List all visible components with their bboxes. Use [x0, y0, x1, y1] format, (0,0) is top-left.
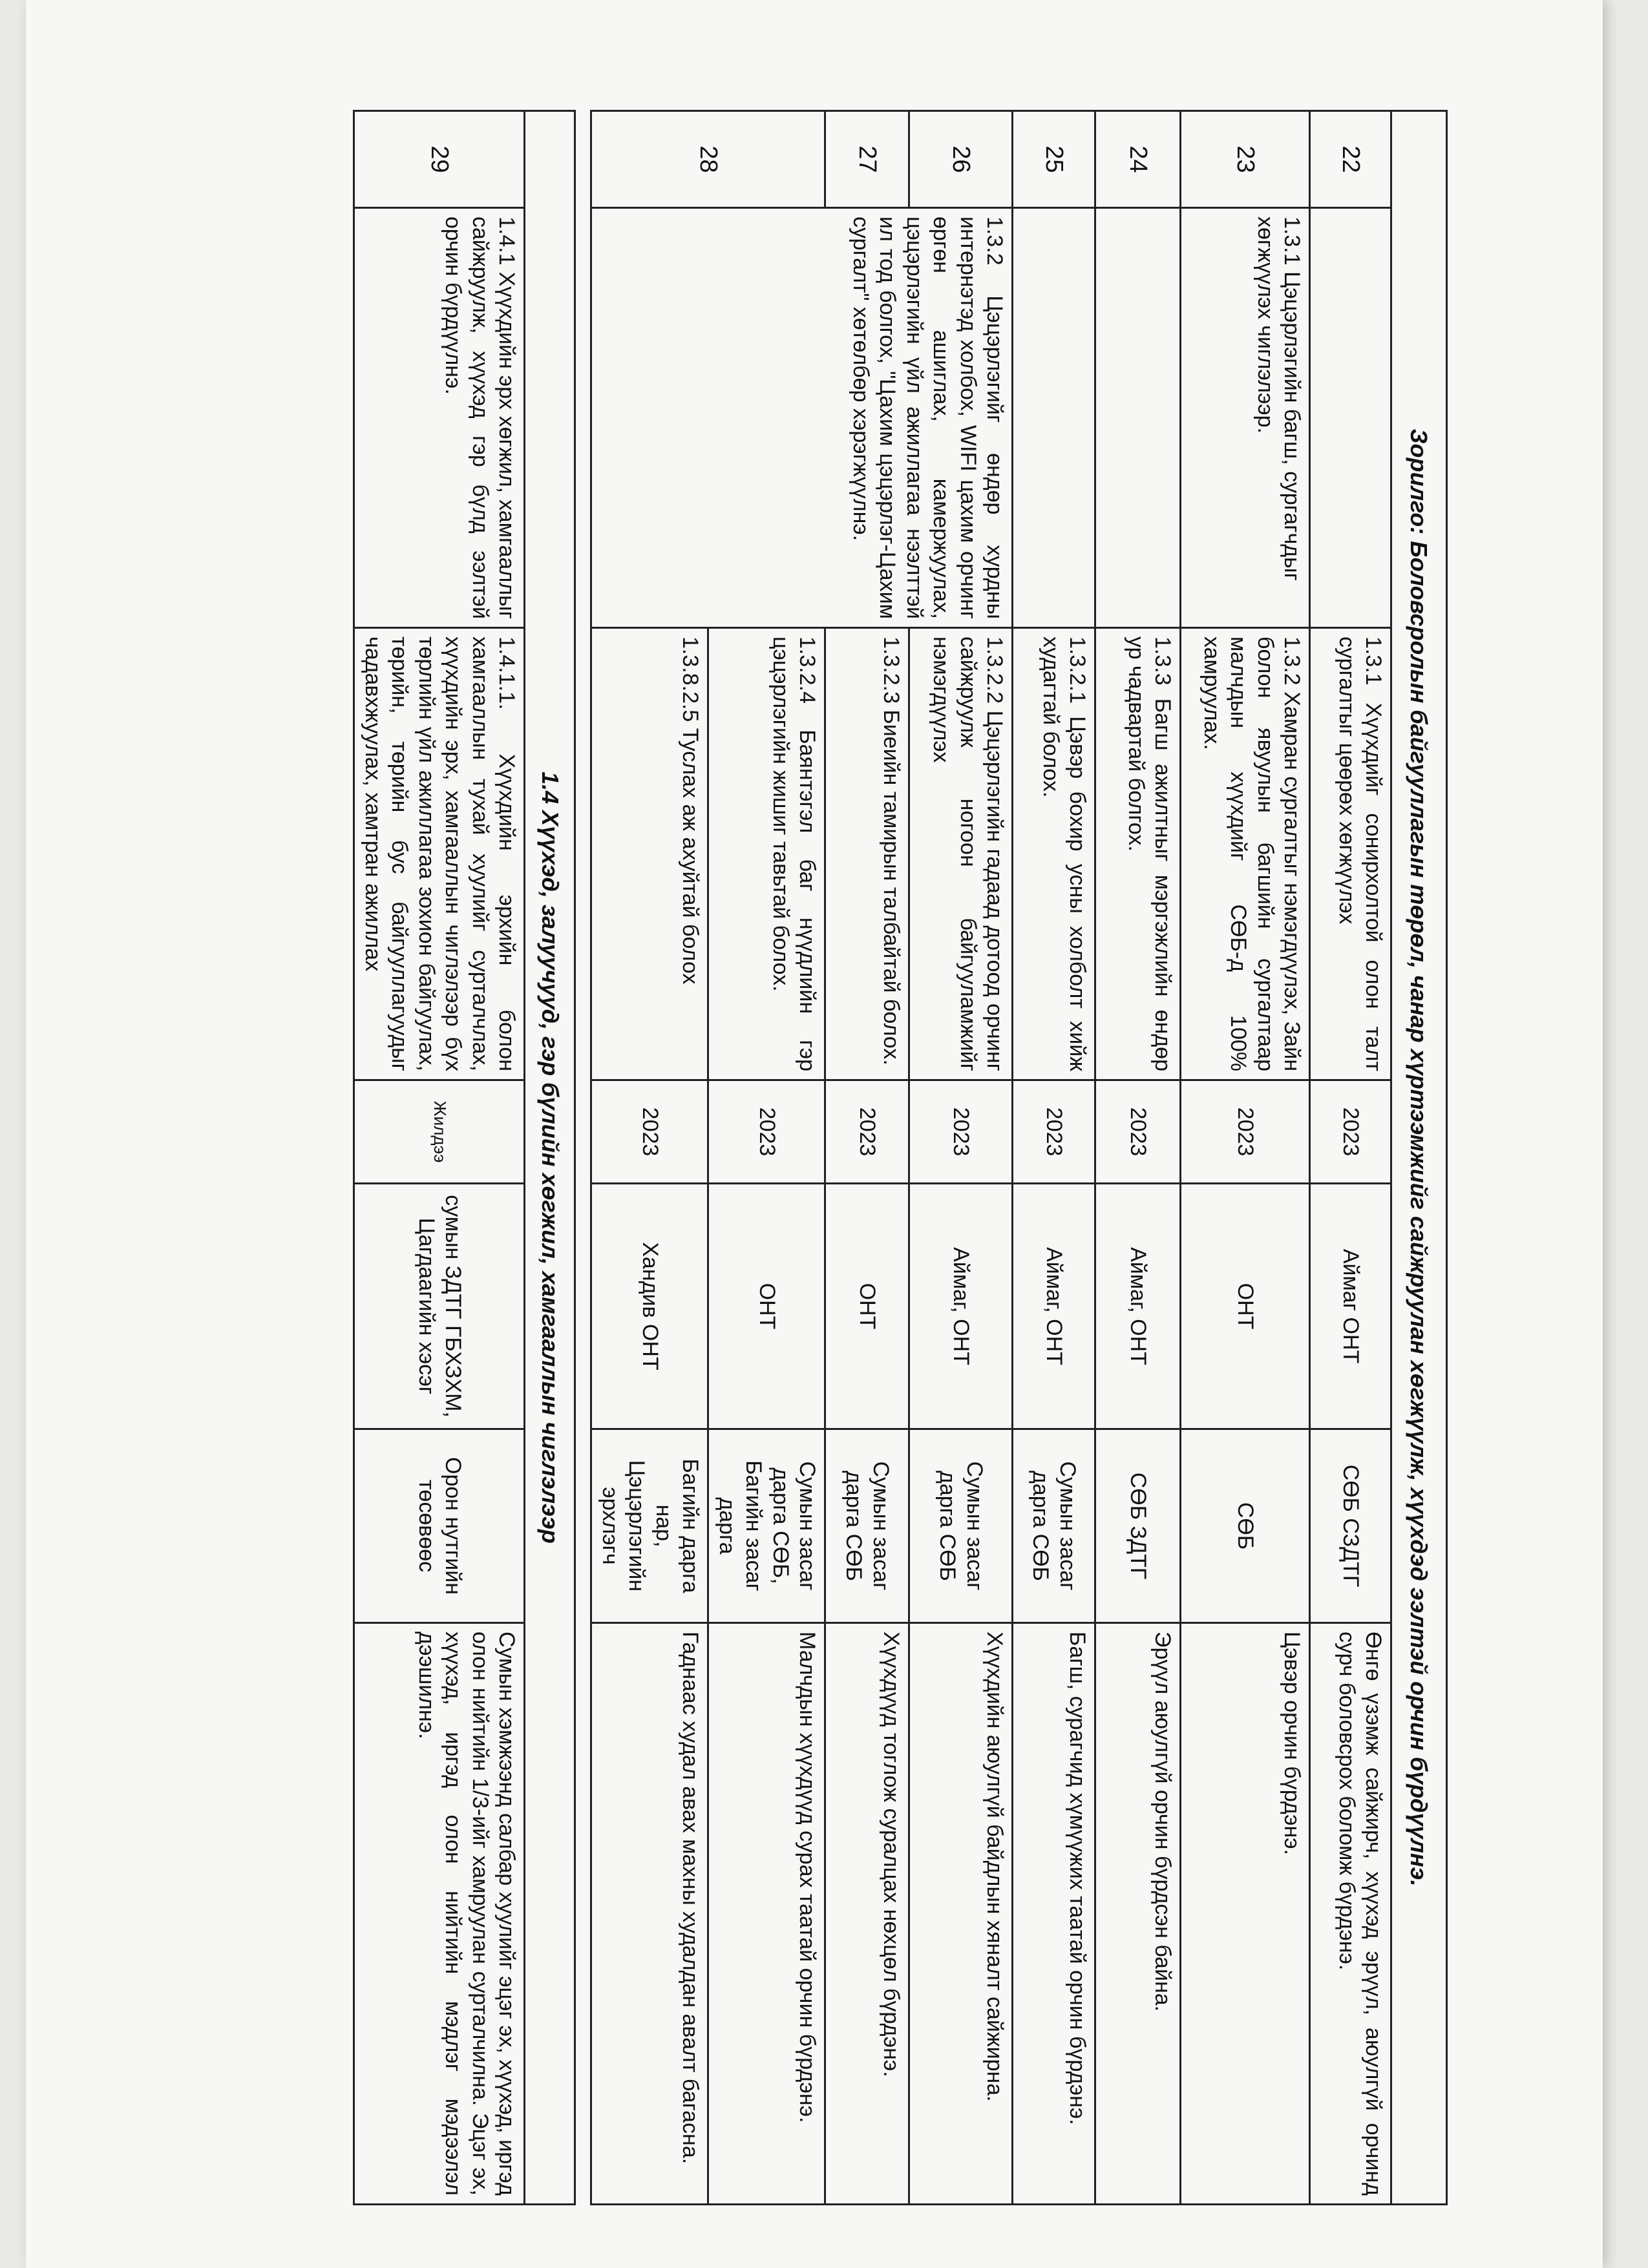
result-cell: Өнгө үзэмж сайжирч, хүүхэд эрүүл, аюулгүй орчинд сурч боловсрох боломж бүрдэнэ.	[1310, 1623, 1391, 2205]
partner-cell: Сумын засаг дарга СӨБ, Багийн засаг дарга	[708, 1429, 825, 1623]
row-number: 27	[825, 111, 909, 208]
section-row	[525, 111, 575, 2205]
activity-cell: 1.3.1 Хүүхдийг сонирхолтой олон талт сургалтыг цөөрөх хөгжүүлэх	[1310, 628, 1391, 1080]
task-cell	[1013, 208, 1095, 628]
partner-cell: СӨБ	[1181, 1429, 1310, 1623]
row-number: 24	[1095, 111, 1181, 208]
year-cell: 2023	[909, 1080, 1013, 1184]
lead-cell: сумын ЗДТГ ГБХЗХМ, Цагдаагийн хэсэг	[354, 1184, 525, 1429]
lead-cell: Аймаг, ОНТ	[909, 1184, 1013, 1429]
result-cell: Цэвэр орчин бүрдэнэ.	[1181, 1623, 1310, 2205]
activity-cell: 1.3.8.2.5 Туслах аж ахуйтай болох	[591, 628, 708, 1080]
year-cell: 2023	[1013, 1080, 1095, 1184]
table-row	[1181, 111, 1310, 2205]
lead-cell: ОНТ	[1181, 1184, 1310, 1429]
lead-cell: ОНТ	[708, 1184, 825, 1429]
row-number: 28	[591, 111, 825, 208]
row-number: 22	[1310, 111, 1391, 208]
scanned-page	[26, 0, 1603, 2268]
goal-row	[1391, 111, 1447, 2205]
activity-cell: 1.3.3 Багш ажилтныг мэргэжлийн өндөр ур чадвартай болгох.	[1095, 628, 1181, 1080]
lead-cell: Аймаг ОНТ	[1310, 1184, 1391, 1429]
result-cell: Хүүхдүүд тоглож суралцах нөхцөл бүрдэнэ.	[825, 1623, 909, 2205]
year-cell: 2023	[1095, 1080, 1181, 1184]
year-cell: 2023	[825, 1080, 909, 1184]
activity-cell: 1.3.2 Хамран сургалтыг нэмэгдүүлэх, Зайн болон явуулын багшийн сургалтаар малчдын хүүхдийг СӨБ-д 100% хамруулах.	[1181, 628, 1310, 1080]
activity-cell: 1.3.2.1 Цэвэр бохир усны холболт хийж худагтай болох.	[1013, 628, 1095, 1080]
table-row	[909, 111, 1013, 2205]
section-title: 1.4 Хүүхэд, залуучууд, гэр бүлийн хөгжил, хамгааллын чиглэлээр	[525, 111, 575, 2205]
result-cell: Багш, сурагчид хүмүүжих таатай орчин бүрдэнэ.	[1013, 1623, 1095, 2205]
result-cell: Сумын хэмжээнд салбар хуулийг эцэг эх, хүүхэд, иргэд олон нийтийн 1/3-ийг хамруулан сурталчилна. Эцэг эх, хүүхэд, иргэд олон нийтийн мэдлэг мэдээлэл дээшилнэ.	[354, 1623, 525, 2205]
partner-cell: Сумын засаг дарга СӨБ	[909, 1429, 1013, 1623]
result-cell: Эрүүл аюулгүй орчин бүрдсэн байна.	[1095, 1623, 1181, 2205]
lead-cell: Хандив ОНТ	[591, 1184, 708, 1429]
task-cell	[1310, 208, 1391, 628]
lead-cell: Аймаг, ОНТ	[1013, 1184, 1095, 1429]
action-plan-table	[353, 110, 1448, 2205]
year-cell: 2023	[1310, 1080, 1391, 1184]
partner-cell: СӨБ СЗДТГ	[1310, 1429, 1391, 1623]
row-number: 29	[354, 111, 525, 208]
table-row	[354, 111, 525, 2205]
partner-cell: Сумын засаг дарга СӨБ	[1013, 1429, 1095, 1623]
row-number: 23	[1181, 111, 1310, 208]
result-cell: Хүүхдийн аюулгүй байдлын хяналт сайжирна.	[909, 1623, 1013, 2205]
partner-cell: Сумын засаг дарга СӨБ	[825, 1429, 909, 1623]
goal-title: Зорилго: Боловсролын байгууллагын төрөл, чанар хүртээмжийг сайжруулан хөгжүүлж, хүүхдэд ээлтэй орчин бүрдүүлнэ.	[1391, 111, 1447, 2205]
row-number: 26	[909, 111, 1013, 208]
year-cell: 2023	[1181, 1080, 1310, 1184]
table-row	[1013, 111, 1095, 2205]
partner-cell: Орон нутгийн төсөвөөс	[354, 1429, 525, 1623]
partner-cell: Багийн дарга нар, Цэцэрлэгийн эрхлэгч	[591, 1429, 708, 1623]
row-number: 25	[1013, 111, 1095, 208]
rotated-document	[168, 110, 1448, 2203]
table-row	[1095, 111, 1181, 2205]
activity-cell: 1.3.2.4 Баянтэгэл баг нүүдлийн гэр цэцэрлэгийн жишиг тавьтай болох.	[708, 628, 825, 1080]
task-cell: 1.3.2 Цэцэрлэгийг өндөр хурдны интернэтэд холбох, WIFI цахим орчинг өргөн ашиглах, камержуулах, цэцэрлэгийн үйл ажиллагаа нээлттэй ил тод болгох, "Цахим цэцэрлэг-Цахим сургалт" хөтөлбөр хэрэгжүүлнэ.	[591, 208, 1013, 628]
activity-cell: 1.3.2.2 Цэцэрлэгийн гадаад дотоод орчинг сайжруулж ногоон байгууламжийг нэмэгдүүлэх	[909, 628, 1013, 1080]
task-cell	[1095, 208, 1181, 628]
activity-cell: 1.3.2.3 Биеийн тамирын талбайтай болох.	[825, 628, 909, 1080]
activity-cell: 1.4.1.1. Хүүхдийн эрхийн болон хамгааллын тухай хуулийг сурталчлах, хүүхдийн эрх, хамгааллын чиглэлээр бүх төрлийн үйл ажиллагаа зохион байгуулах, төрийн, төрийн бус байгууллагуудыг чадавхжуулах, хамтран ажиллах	[354, 628, 525, 1080]
year-cell: Жилдээ	[354, 1080, 525, 1184]
result-cell: Малчдын хүүхдүүд сурах таатай орчин бүрдэнэ.	[708, 1623, 825, 2205]
year-cell: 2023	[708, 1080, 825, 1184]
spacer-row	[575, 111, 591, 2205]
year-cell: 2023	[591, 1080, 708, 1184]
lead-cell: ОНТ	[825, 1184, 909, 1429]
lead-cell: Аймаг, ОНТ	[1095, 1184, 1181, 1429]
result-cell: Гаднаас худал авах махны худалдан авалт багасна.	[591, 1623, 708, 2205]
partner-cell: СӨБ ЗДТГ	[1095, 1429, 1181, 1623]
table-row	[1310, 111, 1391, 2205]
task-cell: 1.3.1 Цэцэрлэгийн багш, сургагчдыг хөгжүүлэх чиглэлээр.	[1181, 208, 1310, 628]
task-cell: 1.4.1 Хүүхдийн эрх хөгжил, хамгааллыг сайжруулж, хүүхэд гэр бүлд ээлтэй орчин бүрдүүлнэ.	[354, 208, 525, 628]
